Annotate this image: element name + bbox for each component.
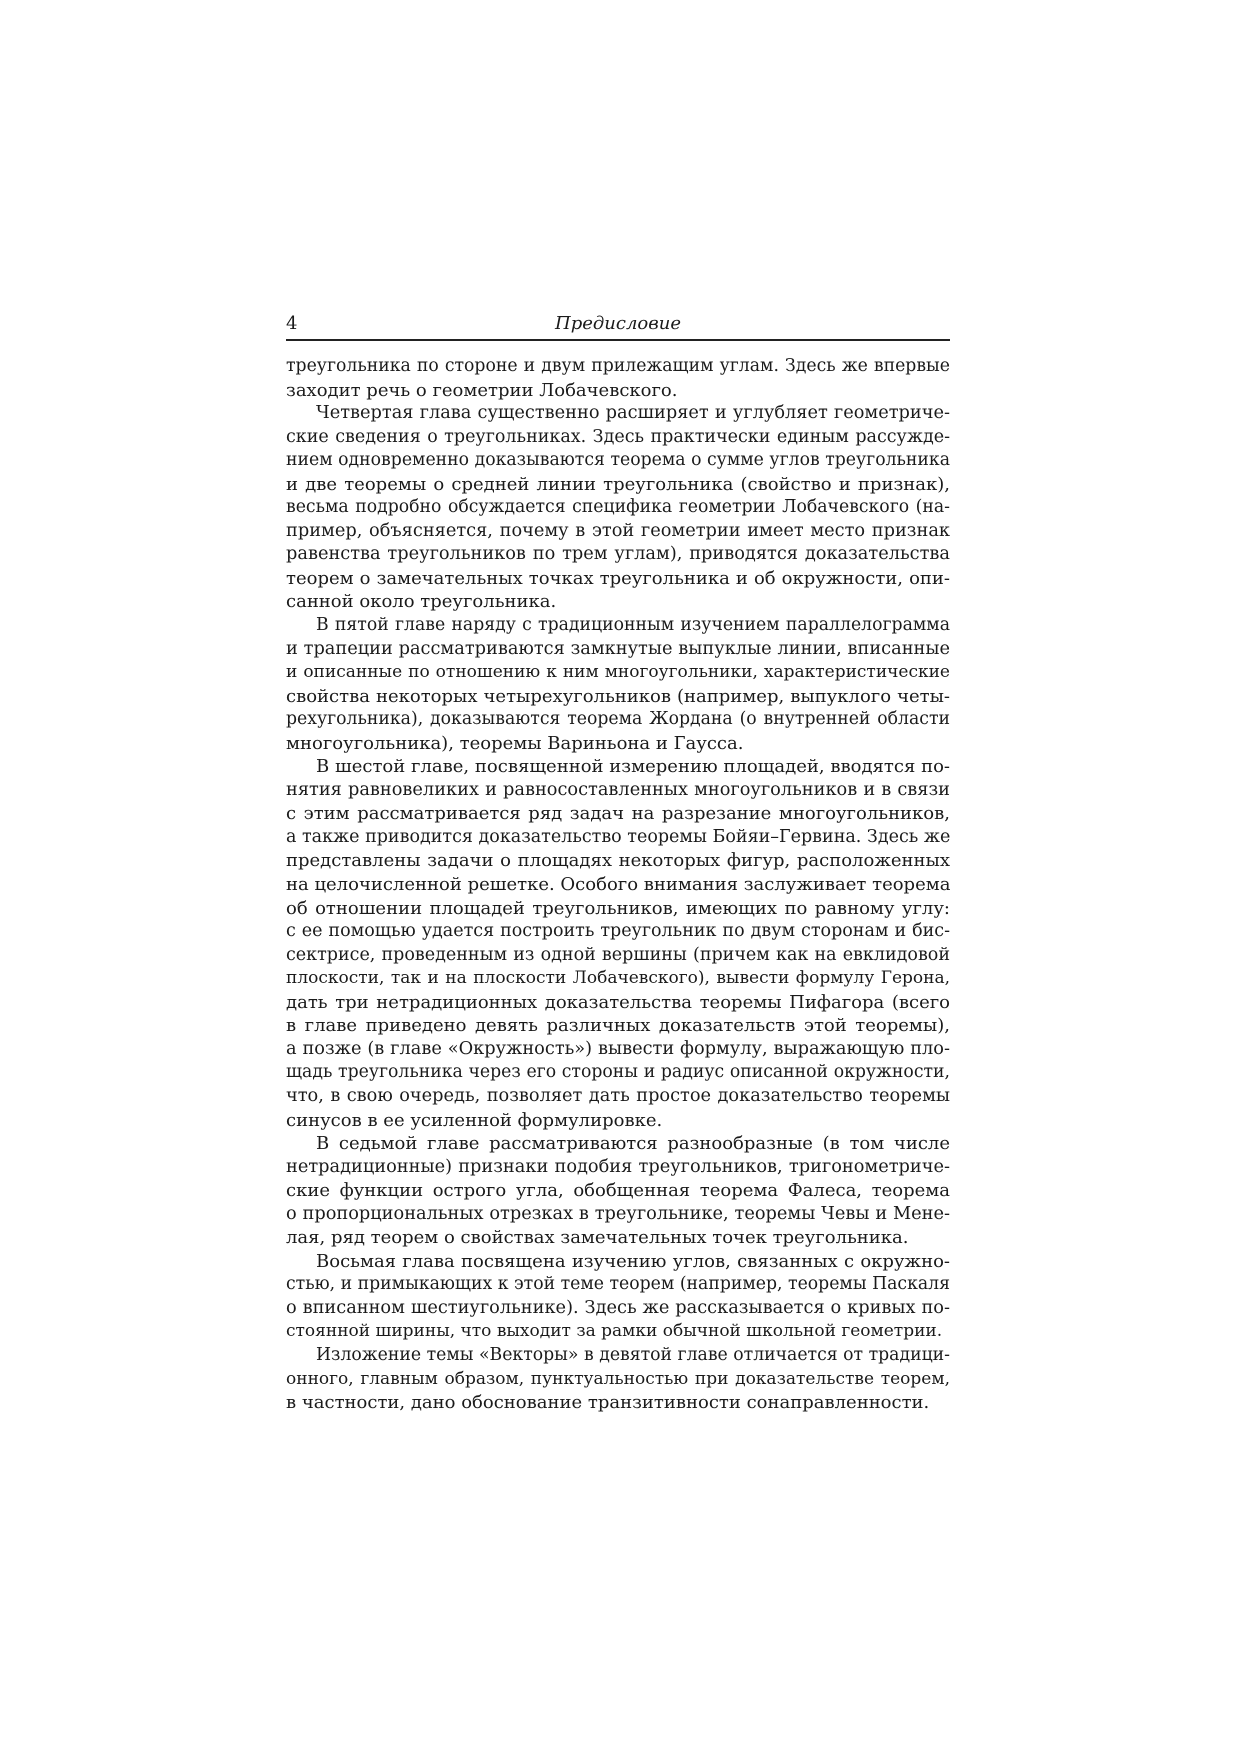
text-line: нетрадиционные) признаки подобия треугольников, тригонометриче- — [286, 1156, 950, 1177]
text-line: о пропорциональных отрезках в треугольнике, теоремы Чевы и Мене- — [286, 1203, 950, 1224]
text-line: теорем о замечательных точках треугольника и об окружности, опи- — [286, 567, 950, 589]
text-line: и две теоремы о средней линии треугольника (свойство и признак), — [286, 473, 950, 495]
text-line: пример, объясняется, почему в этой геометрии имеет место признак — [286, 520, 950, 541]
text-line: весьма подробно обсуждается специфика геометрии Лобачевского (на- — [286, 497, 950, 518]
text-line: стью, и примыкающих к этой теме теорем (например, теоремы Паскаля — [286, 1274, 950, 1295]
paragraph — [286, 1132, 950, 1250]
paragraph — [286, 355, 950, 402]
page-header — [286, 313, 950, 341]
text-line: треугольника по стороне и двум прилежащим углам. Здесь же впервые — [286, 356, 950, 376]
paragraph — [286, 1250, 950, 1344]
text-line: плоскости, так и на плоскости Лобачевского), вывести формулу Герона, — [286, 968, 950, 989]
text-line: и описанные по отношению к ним многоугольники, характеристические — [286, 662, 950, 683]
text-line: свойства некоторых четырехугольников (например, выпуклого четы- — [286, 685, 950, 707]
text-line: а также приводится доказательство теоремы Бойяи–Гервина. Здесь же — [286, 826, 951, 847]
text-line: сектрисе, проведенным из одной вершины (причем как на евклидовой — [286, 944, 950, 965]
text-line: Восьмая глава посвящена изучению углов, связанных с окружно- — [316, 1250, 950, 1272]
text-line: щадь треугольника через его стороны и радиус описанной окружности, — [286, 1062, 950, 1083]
text-line: с этим рассматривается ряд задач на разрезание многоугольников, — [286, 803, 950, 825]
text-line: представлены задачи о площадях некоторых фигур, расположенных — [286, 850, 950, 872]
text-line: что, в свою очередь, позволяет дать простое доказательство теоремы — [286, 1085, 950, 1106]
page-number: 4 — [286, 313, 298, 334]
text-line: об отношении площадей треугольников, имеющих по равному углу: — [286, 897, 950, 919]
text-line: лая, ряд теорем о свойствах замечательных точек треугольника. — [286, 1227, 909, 1249]
text-line: на целочисленной решетке. Особого внимания заслуживает теорема — [286, 874, 951, 896]
text-line: онного, главным образом, пунктуальностью при доказательстве теорем, — [286, 1368, 950, 1389]
text-line: нятия равновеликих и равносоставленных многоугольников и в связи — [286, 779, 950, 800]
text-line: заходит речь о геометрии Лобачевского. — [286, 379, 678, 401]
text-line: В шестой главе, посвященной измерению площадей, вводятся по- — [316, 756, 950, 778]
text-line: нием одновременно доказываются теорема о сумме углов треугольника — [286, 450, 950, 471]
text-line: санной около треугольника. — [286, 591, 557, 613]
text-line: а позже (в главе «Окружность») вывести формулу, выражающую пло- — [286, 1038, 950, 1059]
text-line: ские функции острого угла, обобщенная теорема Фалеса, теорема — [286, 1180, 950, 1202]
text-line: в главе приведено девять различных доказательств этой теоремы), — [286, 1015, 950, 1037]
text-line: Изложение темы «Векторы» в девятой главе отличается от традици- — [316, 1344, 950, 1365]
text-line: и трапеции рассматриваются замкнутые выпуклые линии, вписанные — [286, 638, 950, 659]
paragraph — [286, 755, 950, 1132]
text-line: рехугольника), доказываются теорема Жордана (о внутренней области — [286, 709, 950, 730]
text-line: Четвертая глава существенно расширяет и углубляет геометриче- — [316, 403, 950, 424]
text-line: с ее помощью удается построить треугольник по двум сторонам и бис- — [286, 921, 950, 942]
text-line: стоянной ширины, что выходит за рамки обычной школьной геометрии. — [286, 1321, 943, 1342]
text-line: синусов в ее усиленной формулировке. — [286, 1109, 663, 1131]
text-line: равенства треугольников по трем углам), приводятся доказательства — [286, 544, 950, 565]
running-title: Предисловие — [555, 313, 681, 334]
paragraph — [286, 402, 950, 614]
body-text — [286, 355, 950, 1415]
text-line: о вписанном шестиугольнике). Здесь же рассказывается о кривых по- — [286, 1297, 950, 1318]
text-line: В пятой главе наряду с традиционным изучением параллелограмма — [316, 615, 950, 636]
text-line: В седьмой главе рассматриваются разнообразные (в том числе — [316, 1133, 950, 1155]
text-line: многоугольника), теоремы Вариньона и Гаусса. — [286, 732, 744, 754]
text-line: дать три нетрадиционных доказательства теоремы Пифагора (всего — [286, 991, 950, 1013]
paragraph — [286, 1344, 950, 1415]
text-line: ские сведения о треугольниках. Здесь практически единым рассужде- — [286, 426, 950, 447]
text-line: в частности, дано обоснование транзитивности сонаправленности. — [286, 1392, 930, 1414]
paragraph — [286, 614, 950, 755]
